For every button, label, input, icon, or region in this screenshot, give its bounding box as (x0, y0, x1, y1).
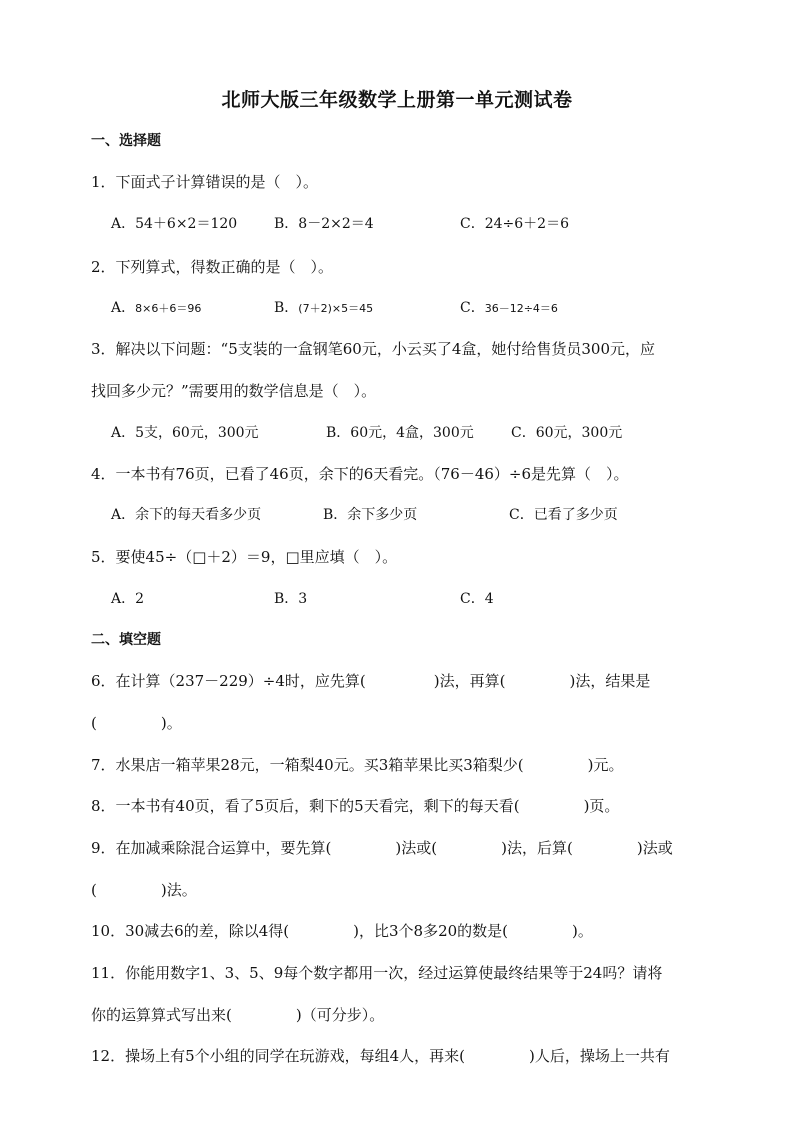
question-3-option-c: C．60元，300元 (511, 425, 623, 441)
question-2-option-a (111, 297, 201, 317)
question-6-text-3: )法，结果是 (569, 672, 651, 690)
question-6-text-5: )。 (160, 714, 182, 732)
question-9-text-4: )法或 (636, 839, 673, 857)
question-9-text-6: )法。 (160, 881, 197, 899)
question-2-option-b-expression: (7＋2)×5＝45 (298, 302, 374, 315)
question-11-text-1: 你的运算算式写出来( (91, 1006, 232, 1024)
question-12-text-1: 12．操场上有5个小组的同学在玩游戏，每组4人，再来( (91, 1047, 466, 1065)
question-11-text-2: )（可分步）。 (295, 1006, 385, 1024)
question-4-option-a: A．余下的每天看多少页 (111, 507, 262, 523)
question-6-line-2 (91, 712, 182, 733)
question-2-stem: 2．下列算式，得数正确的是（ ）。 (91, 258, 334, 276)
question-11-line-1: 11．你能用数字1、3、5、9每个数字都用一次，经过运算使最终结果等于24吗？请将 (91, 964, 663, 982)
question-10 (91, 920, 593, 941)
question-4-option-c: C．已看了多少页 (509, 507, 618, 523)
question-1-option-a: A．54＋6×2＝120 (111, 216, 238, 232)
question-4-stem: 4．一本书有76页，已看了46页，余下的6天看完。（76－46）÷6是先算（ ）。 (91, 465, 629, 483)
question-6-text-1: 6．在计算（237－229）÷4时，应先算( (91, 672, 366, 690)
question-3-stem-line-1: 3．解决以下问题：“5支装的一盒钢笔60元，小云买了4盒，她付给售货员300元，应 (91, 340, 656, 358)
question-1-option-b: B．8－2×2＝4 (274, 216, 374, 232)
question-1-stem: 1．下面式子计算错误的是（ ）。 (91, 173, 319, 191)
question-5-option-a: A．2 (111, 591, 145, 607)
question-12 (91, 1045, 670, 1066)
question-2-option-c-label: C． (460, 300, 485, 316)
question-2-option-c (460, 297, 558, 317)
question-3-option-a: A．5支，60元，300元 (111, 425, 259, 441)
question-11-line-2 (91, 1004, 384, 1025)
question-6-text-4: ( (91, 714, 97, 732)
question-2-option-b (274, 297, 373, 317)
question-7-text-2: )元。 (587, 756, 624, 774)
question-2-option-c-expression: 36－12÷4＝6 (484, 302, 558, 315)
question-6-line-1 (91, 670, 650, 691)
question-7-text-1: 7．水果店一箱苹果28元，一箱梨40元。买3箱苹果比买3箱梨少( (91, 756, 524, 774)
question-3-stem-line-2: 找回多少元？”需要用的数学信息是（ ）。 (91, 382, 377, 400)
question-5-option-b: B．3 (274, 591, 308, 607)
question-10-text-3: )。 (572, 922, 593, 940)
question-10-text-1: 10．30减去6的差，除以4得( (91, 922, 290, 940)
question-12-text-2: )人后，操场上一共有 (529, 1047, 670, 1065)
question-8-text-1: 8．一本书有40页，看了5页后，剩下的5天看完，剩下的每天看( (91, 797, 520, 815)
question-9-line-1 (91, 837, 673, 858)
question-2-option-a-expression: 8×6＋6＝96 (135, 302, 202, 315)
question-9-text-1: 9．在加减乘除混合运算中，要先算( (91, 839, 332, 857)
question-1-option-c: C．24÷6＋2＝6 (460, 216, 569, 232)
question-6-text-2: )法，再算( (433, 672, 506, 690)
question-5-stem: 5．要使45÷（□＋2）＝9，□里应填（ ）。 (91, 548, 398, 566)
question-4-option-b: B．余下多少页 (323, 507, 418, 523)
question-5-option-c: C．4 (460, 591, 494, 607)
question-9-text-3: )法，后算( (501, 839, 573, 857)
question-8 (91, 795, 619, 816)
question-9-line-2 (91, 879, 197, 900)
question-2-option-b-label: B． (274, 300, 299, 316)
question-3-option-b: B．60元，4盒，300元 (326, 425, 474, 441)
page-title: 北师大版三年级数学上册第一单元测试卷 (221, 89, 573, 111)
section-heading-fill-blank: 二、填空题 (91, 632, 161, 648)
question-9-text-5: ( (91, 881, 97, 899)
question-2-option-a-label: A． (111, 300, 136, 316)
question-7 (91, 754, 624, 775)
question-10-text-2: )，比3个8多20的数是( (353, 922, 509, 940)
question-8-text-2: )页。 (583, 797, 620, 815)
section-heading-choice: 一、选择题 (91, 133, 161, 149)
question-9-text-2: )法或( (395, 839, 438, 857)
